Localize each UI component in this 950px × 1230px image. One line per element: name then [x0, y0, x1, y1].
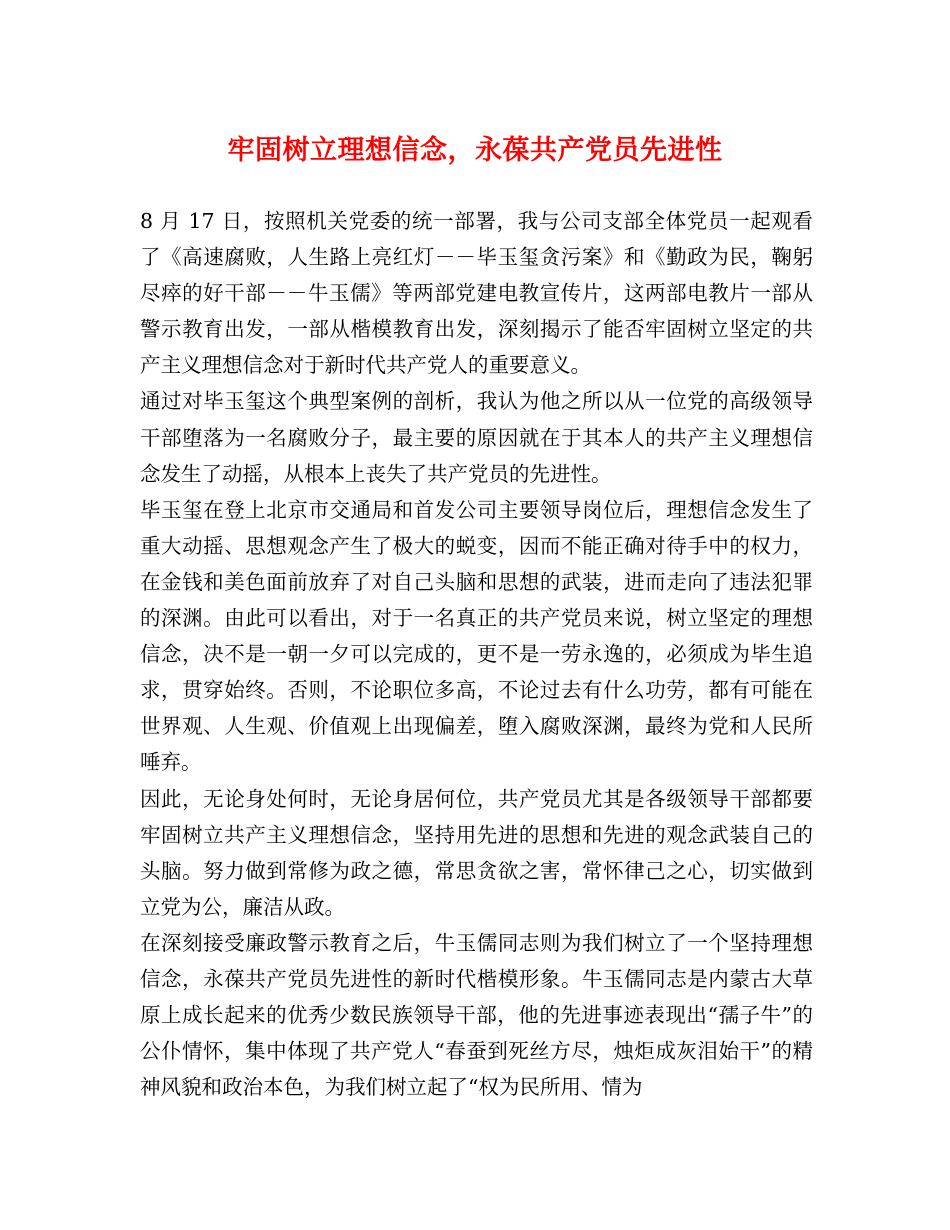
paragraph: 8 月 17 日，按照机关党委的统一部署，我与公司支部全体党员一起观看了《高速腐败，人生路上亮红灯－－毕玉玺贪污案》和《勤政为民，鞠躬尽瘁的好干部－－牛玉儒》等两部党建电教宣传片，这两部电教片一部从警示教育出发，一部从楷模教育出发，深刻揭示了能否牢固树立坚定的共产主义理想信念对于新时代共产党人的重要意义。 [140, 209, 813, 378]
document-title: 牢固树立理想信念，永葆共产党员先进性 [227, 135, 723, 166]
paragraph: 毕玉玺在登上北京市交通局和首发公司主要领导岗位后，理想信念发生了重大动摇、思想观念产生了极大的蜕变，因而不能正确对待手中的权力，在金钱和美色面前放弃了对自己头脑和思想的武装，进而走向了违法犯罪的深渊。由此可以看出，对于一名真正的共产党员来说，树立坚定的理想信念，决不是一朝一夕可以完成的，更不是一劳永逸的，必须成为毕生追求，贯穿始终。否则，不论职位多高，不论过去有什么功劳，都有可能在世界观、人生观、价值观上出现偏差，堕入腐败深渊，最终为党和人民所唾弃。 [140, 497, 813, 775]
paragraph: 通过对毕玉玺这个典型案例的剖析，我认为他之所以从一位党的高级领导干部堕落为一名腐败分子，最主要的原因就在于其本人的共产主义理想信念发生了动摇，从根本上丧失了共产党员的先进性。 [140, 389, 813, 486]
paragraph: 因此，无论身处何时，无论身居何位，共产党员尤其是各级领导干部都要牢固树立共产主义理想信念，坚持用先进的思想和先进的观念武装自己的头脑。努力做到常修为政之德，常思贪欲之害，常怀律己之心，切实做到立党为公，廉洁从政。 [140, 786, 813, 919]
paragraph: 在深刻接受廉政警示教育之后，牛玉儒同志则为我们树立了一个坚持理想信念，永葆共产党员先进性的新时代楷模形象。牛玉儒同志是内蒙古大草原上成长起来的优秀少数民族领导干部，他的先进事迹表现出“孺子牛”的公仆情怀，集中体现了共产党人“春蚕到死丝方尽，烛炬成灰泪始干”的精神风貌和政治本色，为我们树立起了“权为民所用、情为 [140, 930, 813, 1100]
document-body [140, 203, 813, 1105]
